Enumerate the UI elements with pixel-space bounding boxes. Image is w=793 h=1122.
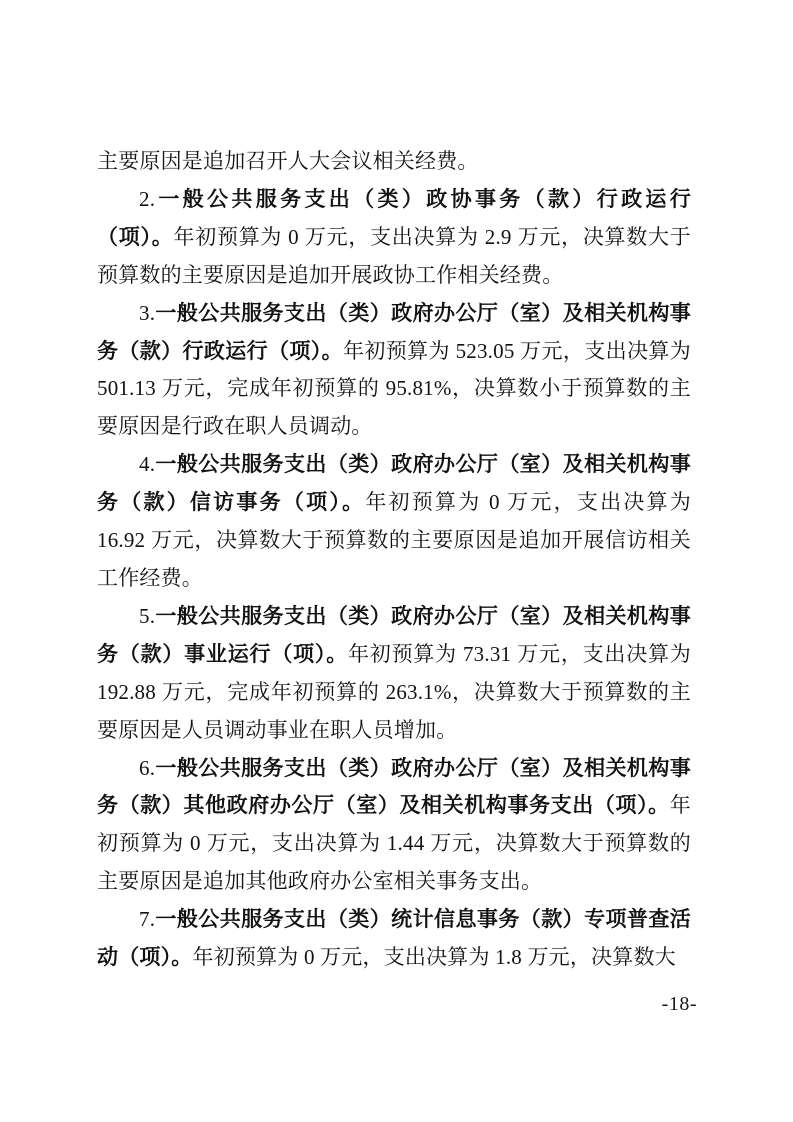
paragraph-item-4 [97,446,691,598]
paragraph-item-6 [97,750,691,902]
page-number: -18- [661,993,697,1015]
paragraph-continuation: 主要原因是追加召开人大会议相关经费。 [97,149,479,173]
item-heading: 一般公共服务支出（类）政府办公厅（室）及相关机构事务（款）信访事务（项）。 [97,452,691,515]
document-text-block [97,143,691,977]
item-number: 2. [139,186,156,211]
item-heading: 一般公共服务支出（类）政府办公厅（室）及相关机构事务（款）行政运行（项）。 [97,300,691,363]
item-number: 3. [139,300,156,325]
paragraph-item-5 [97,598,691,750]
item-number: 7. [139,907,156,932]
paragraph-item-3 [97,295,691,447]
item-heading: 一般公共服务支出（类）政协事务（款）行政运行（项）。 [97,186,691,249]
item-number: 5. [139,603,156,628]
item-body: 年初预算为 0 万元，支出决算为 1.8 万元，决算数大 [192,945,676,970]
item-body: 年初预算为 0 万元，支出决算为 1.44 万元，决算数大于预算数的主要原因是追加其他政府办公室相关事务支出。 [97,793,691,894]
item-heading: 一般公共服务支出（类）政府办公厅（室）及相关机构事务（款）事业运行（项）。 [97,603,691,666]
item-body: 年初预算为 73.31 万元，支出决算为 192.88 万元，完成年初预算的 263.1%，决算数大于预算数的主要原因是人员调动事业在职人员增加。 [97,641,691,742]
item-heading: 一般公共服务支出（类）统计信息事务（款）专项普查活动（项）。 [97,907,691,970]
item-number: 4. [139,452,156,477]
item-body: 年初预算为 0 万元，支出决算为 16.92 万元，决算数大于预算数的主要原因是追加开展信访相关工作经费。 [97,490,691,590]
item-heading: 一般公共服务支出（类）政府办公厅（室）及相关机构事务（款）其他政府办公厅（室）及相关机构事务支出（项）。 [97,755,691,818]
item-body: 年初预算为 0 万元，支出决算为 2.9 万元，决算数大于预算数的主要原因是追加开展政协工作相关经费。 [97,224,691,287]
item-body: 年初预算为 523.05 万元，支出决算为 501.13 万元，完成年初预算的 95.81%，决算数小于预算数的主要原因是行政在职人员调动。 [97,338,691,439]
paragraph-item-7 [97,901,691,977]
item-number: 6. [139,755,156,780]
paragraph-item-2 [97,181,691,295]
